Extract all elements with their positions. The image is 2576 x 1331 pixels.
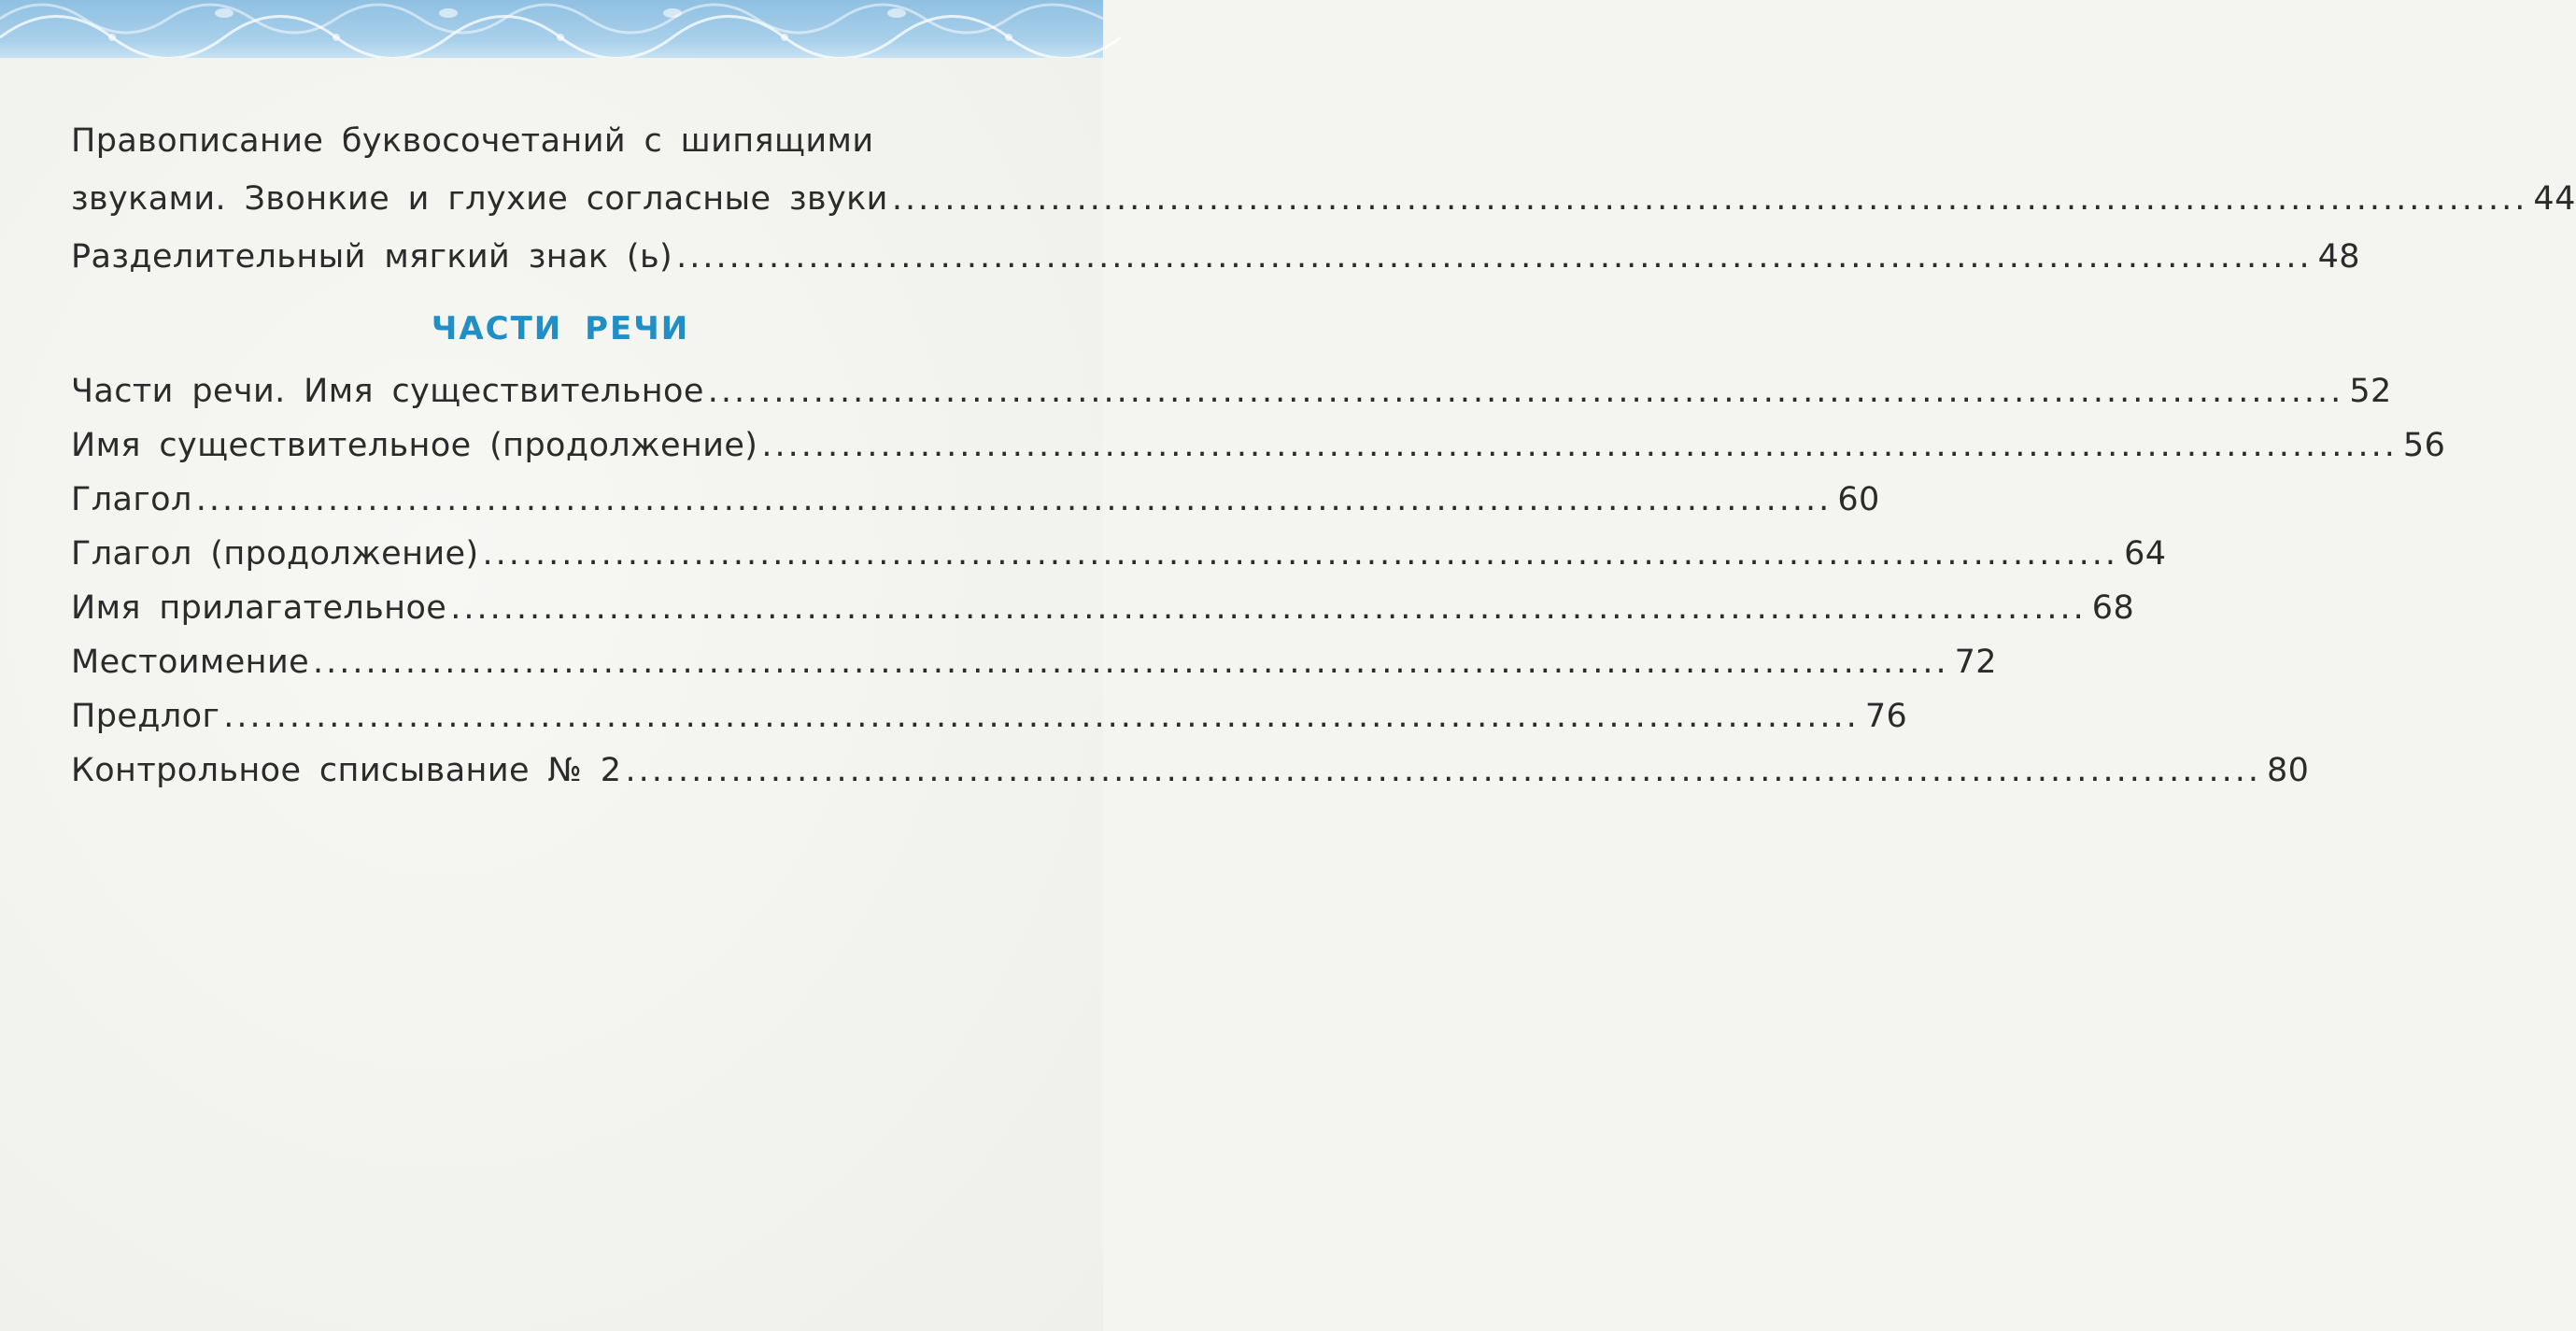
toc-entry-page: 76: [1864, 698, 1908, 735]
toc-entry: [71, 581, 2135, 635]
toc-entry-title: Части речи. Имя существительное: [71, 373, 704, 410]
toc-entry-page: 80: [2267, 752, 2310, 789]
toc-entry-page: 68: [2091, 589, 2135, 627]
toc-leader-dots: ............................................................................................................................: [707, 373, 2344, 410]
toc-entry: [71, 635, 1997, 689]
toc-leader-dots: ............................................................................................................................: [482, 535, 2119, 573]
ornament-pattern: [0, 0, 1103, 58]
toc-entry-title: Правописание буквосочетаний с шипящими: [71, 122, 874, 160]
toc-leader-dots: ............................................................................................................................: [891, 180, 2528, 218]
toc-entry: [71, 689, 1908, 743]
toc-leader-dots: ............................................................................................................................: [223, 698, 1860, 735]
toc-entry: [71, 743, 2310, 798]
decorative-ornament-band: [0, 0, 1103, 58]
toc-entry: [71, 112, 1050, 170]
toc-entry-title: Разделительный мягкий знак (ь): [71, 238, 673, 276]
toc-entry-title: Имя существительное (продолжение): [71, 427, 758, 464]
toc-entry-page: 48: [2317, 238, 2360, 276]
toc-entry: [71, 418, 2446, 473]
toc-entry-title: Глагол: [71, 481, 192, 518]
toc-entry-page: 44: [2533, 180, 2576, 218]
toc-leader-dots: ............................................................................................................................: [761, 427, 2398, 464]
toc-entry-page: 64: [2124, 535, 2167, 573]
toc-leader-dots: ............................................................................................................................: [676, 238, 2313, 276]
toc-entry-page: 60: [1837, 481, 1880, 518]
toc-entry: [71, 228, 2360, 286]
toc-entry-title: звуками. Звонкие и глухие согласные звуки: [71, 180, 888, 218]
toc-entry-title: Глагол (продолжение): [71, 535, 479, 573]
toc-leader-dots: ............................................................................................................................: [313, 644, 1949, 681]
toc-entry: [71, 473, 1880, 527]
section-heading: ЧАСТИ РЕЧИ: [431, 310, 690, 347]
toc-entry-page: 56: [2402, 427, 2446, 464]
toc-entry-page: 72: [1954, 644, 1997, 681]
toc-leader-dots: ............................................................................................................................: [625, 752, 2261, 789]
toc-entry-page: 52: [2349, 373, 2392, 410]
toc-entry-title: Местоимение: [71, 644, 310, 681]
toc-entry-title: Предлог: [71, 698, 220, 735]
toc-entry-title: Имя прилагательное: [71, 589, 447, 627]
table-of-contents: [71, 112, 2576, 798]
toc-leader-dots: ............................................................................................................................: [195, 481, 1833, 518]
toc-leader-dots: ............................................................................................................................: [450, 589, 2087, 627]
toc-entry: [71, 170, 2576, 228]
toc-entry: [71, 364, 2392, 418]
toc-entry-title: Контрольное списывание № 2: [71, 752, 622, 789]
toc-entry: [71, 527, 2167, 581]
